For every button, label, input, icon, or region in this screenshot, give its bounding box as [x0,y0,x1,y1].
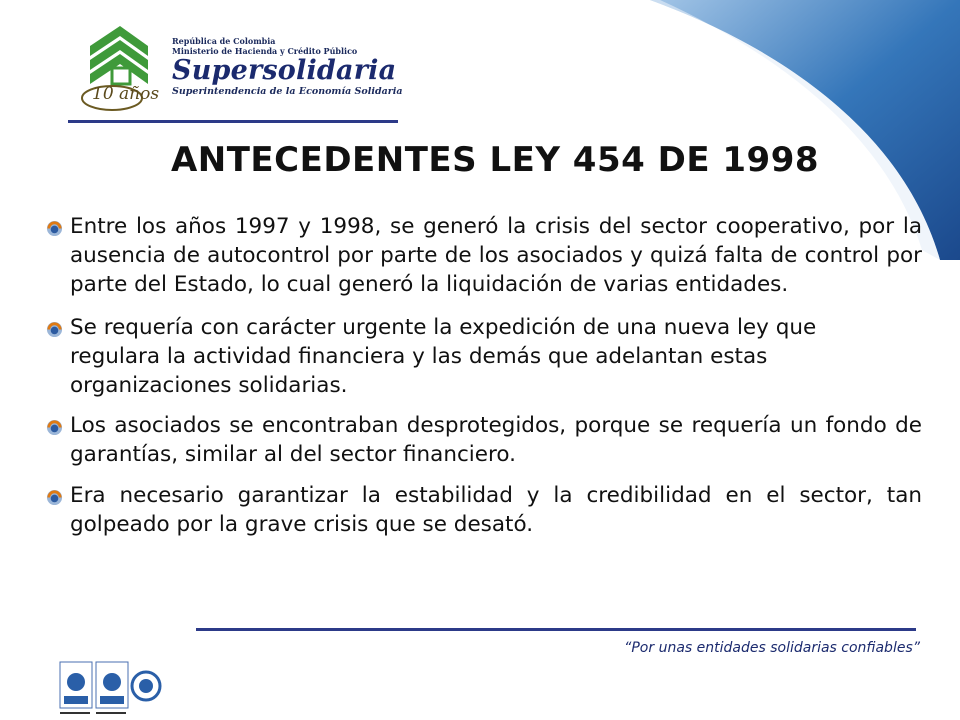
list-item [44,481,922,539]
slogan: “Por unas entidades solidarias confiables” [624,640,920,656]
bullet-text: Los asociados se encontraban desprotegidos, porque se requería un fondo de garantías, similar al del sector financiero. [70,413,922,467]
bullet-text: Se requería con carácter urgente la expedición de una nueva ley que regulara la actividad financiera y las demás que adelantan estas organizaciones solidarias. [70,315,817,398]
bullet-icon [46,321,63,338]
certification-seal-icon [132,672,160,700]
slide-title: ANTECEDENTES LEY 454 DE 1998 [170,140,820,180]
bullet-icon [46,220,63,237]
certification-seals [58,658,168,718]
certification-seal-icon [60,662,92,708]
bullet-list [44,212,922,539]
divider-bottom [196,628,916,631]
logo-text [172,36,403,98]
bullet-icon [46,489,63,506]
logo-brand: Supersolidaria [172,55,397,86]
logo-ministry: Ministerio de Hacienda y Crédito Público [172,46,358,56]
divider-top [68,120,398,123]
logo-anniversary: 10 años [92,84,160,104]
logo-subtitle: Superintendencia de la Economía Solidaria [172,86,403,97]
list-item [44,212,922,299]
list-item [44,313,830,400]
bullet-icon [46,419,63,436]
bullet-text: Entre los años 1997 y 1998, se generó la crisis del sector cooperativo, por la ausencia de autocontrol por parte de los asociados y quizá falta de control por parte del Estado, lo cual generó la liquidación de varias entidades. [70,214,922,297]
logo-country: República de Colombia [172,36,276,46]
bullet-text: Era necesario garantizar la estabilidad y la credibilidad en el sector, tan golpeado por la grave crisis que se desató. [70,483,922,537]
certification-seal-icon [96,662,128,708]
list-item [44,411,922,469]
